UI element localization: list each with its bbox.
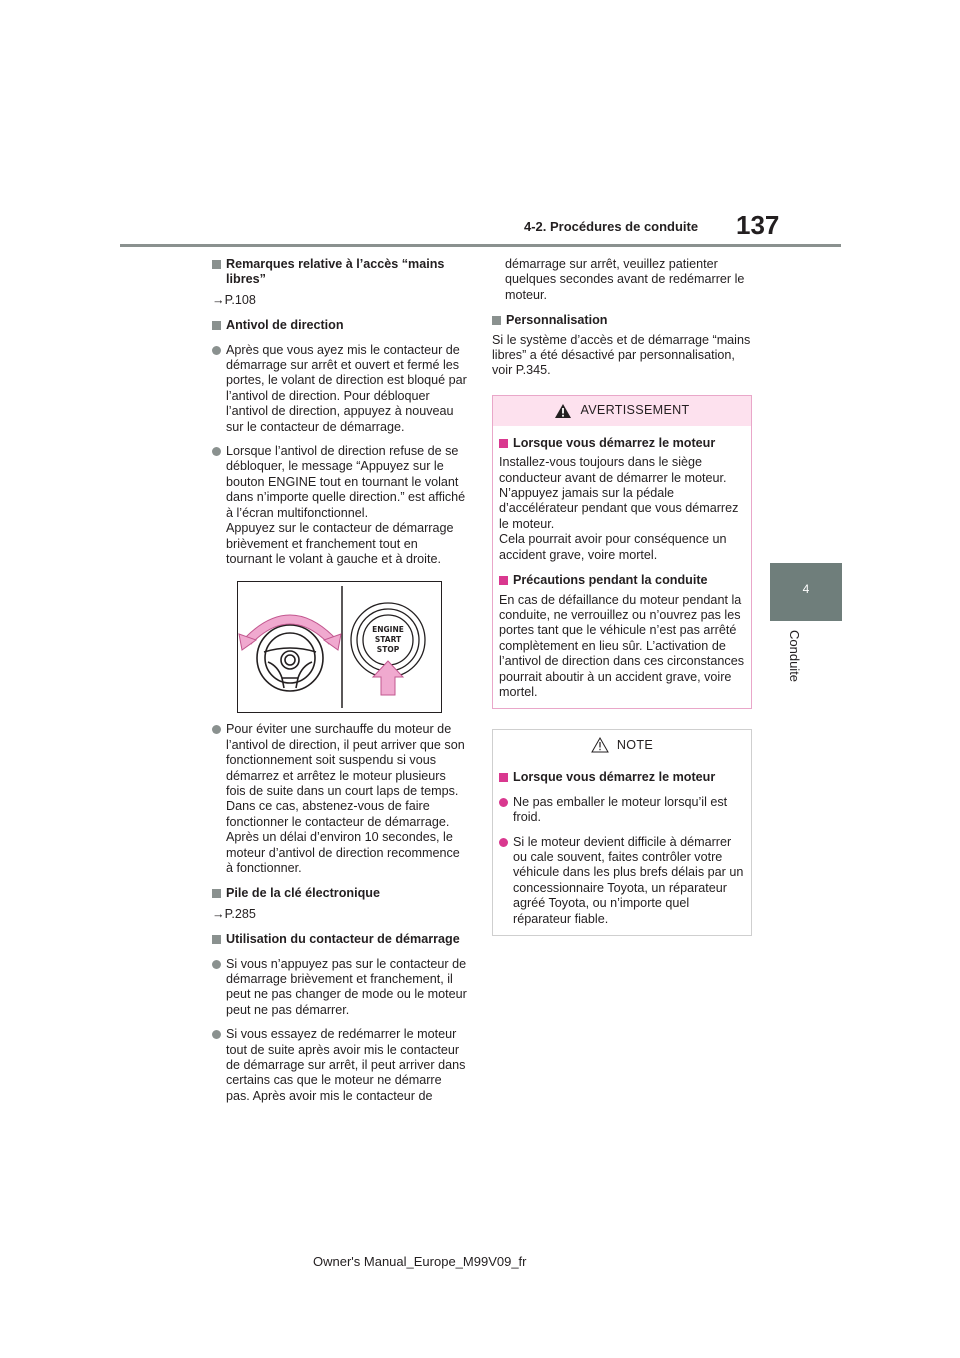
warning-title: AVERTISSEMENT [580, 403, 690, 418]
warning-text: Installez-vous toujours dans le siège conducteur avant de démarrer le moteur. N’appuyez jamais sur la pédale d’accélérateur pendant que vous démarrez le moteur. [499, 455, 739, 531]
button-label-stop: STOP [376, 645, 400, 655]
press-arrow [373, 661, 403, 695]
warning-heading: Lorsque vous démarrez le moteur [499, 436, 745, 451]
note-heading: Lorsque vous démarrez le moteur [499, 770, 745, 785]
steering-wheel-illustration [238, 582, 441, 712]
note-box [492, 729, 752, 936]
warning-header [493, 396, 751, 426]
button-label-engine: ENGINE [372, 625, 404, 635]
heading-utilisation: Utilisation du contacteur de démarrage [212, 932, 467, 947]
right-column [492, 257, 752, 936]
bullet-text: Lorsque l’antivol de direction refuse de se débloquer, le message “Appuyez sur le bouton ENGINE tout en tournant le volant dans n’importe quelle direction.” est affiché à l’écran multifonctionnel. [226, 444, 466, 520]
heading-antivol: Antivol de direction [212, 318, 467, 333]
warning-icon [554, 403, 572, 419]
button-label-start: START [374, 635, 402, 645]
warning-text: En cas de défaillance du moteur pendant la conduite, ne verrouillez ou n’ouvrez pas les portes tant que le véhicule n’est pas arrêté complètement en lieu sûr. L’activation de l’antivol de direction dans ces circonstances pourrait aboutir à un accident grave, voire mortel. [499, 592, 745, 699]
bullet-item: Après que vous ayez mis le contacteur de démarrage sur arrêt et ouvert et fermé les portes, le volant de direction est bloqué par l’antivol de direction. Pour débloquer l’antivol de direction, appuyez à nouveau sur le contacteur de démarrage. [212, 343, 467, 435]
page-reference[interactable]: →P.108 [212, 292, 256, 307]
note-bullet: Ne pas emballer le moteur lorsqu’il est froid. [499, 795, 745, 826]
steering-start-figure [237, 581, 442, 713]
heading-personnalisation: Personnalisation [492, 313, 752, 328]
footer-doc-id: Owner's Manual_Europe_M99V09_fr [313, 1254, 527, 1269]
note-title: NOTE [616, 737, 654, 752]
personnalisation-text: Si le système d’accès et de démarrage “mains libres” a été désactivé par personnalisation, voir P.345. [492, 332, 751, 378]
header-rule [120, 244, 841, 247]
warning-box [492, 395, 752, 710]
chapter-label: Conduite [787, 630, 802, 683]
bullet-item [212, 444, 467, 567]
chapter-number: 4 [802, 582, 810, 596]
bullet-item: Si vous essayez de redémarrer le moteur tout de suite après avoir mis le contacteur de démarrage sur arrêt, il peut arriver dans certains cas que le moteur ne démarre pas. Après avoir mis le contacteur de [212, 1027, 467, 1104]
section-title: 4-2. Procédures de conduite [524, 219, 699, 234]
page-reference[interactable]: →P.285 [212, 906, 256, 921]
heading-mains-libres: Remarques relative à l’accès “mains libres” [212, 257, 467, 288]
rotate-arrow [243, 615, 337, 644]
warning-text: Cela pourrait avoir pour conséquence un accident grave, voire mortel. [499, 532, 727, 562]
page-number: 137 [736, 210, 780, 240]
bullet-item: Pour éviter une surchauffe du moteur de l’antivol de direction, il peut arriver que son fonctionnement soit suspendu si vous démarrez et arrêtez le moteur plusieurs fois de suite dans un court laps de temps. Dans ce cas, abstenez-vous de faire fonctionner le contacteur de démarrage. Après un délai d’environ 10 secondes, le moteur d’antivol de direction recommence à fonctionner. [212, 722, 467, 876]
caution-icon [591, 737, 609, 753]
note-bullet: Si le moteur devient difficile à démarrer ou cale souvent, faites contrôler votre véhicule dans les plus brefs délais par un concessionnaire Toyota, un réparateur agréé Toyota, ou n’importe quel réparateur fiable. [499, 835, 745, 927]
note-header [493, 730, 751, 760]
continued-text: démarrage sur arrêt, veuillez patienter quelques secondes avant de redémarrer le moteur. [505, 257, 745, 302]
bullet-text: Appuyez sur le contacteur de démarrage brièvement et franchement tout en tournant le volant à gauche et à droite. [226, 521, 454, 566]
heading-pile-cle: Pile de la clé électronique [212, 886, 467, 901]
warning-heading: Précautions pendant la conduite [499, 573, 745, 588]
bullet-item: Si vous n’appuyez pas sur le contacteur de démarrage brièvement et franchement, il peut ne pas changer de mode ou le moteur peut ne pas démarrer. [212, 957, 467, 1019]
left-column [212, 257, 467, 1104]
